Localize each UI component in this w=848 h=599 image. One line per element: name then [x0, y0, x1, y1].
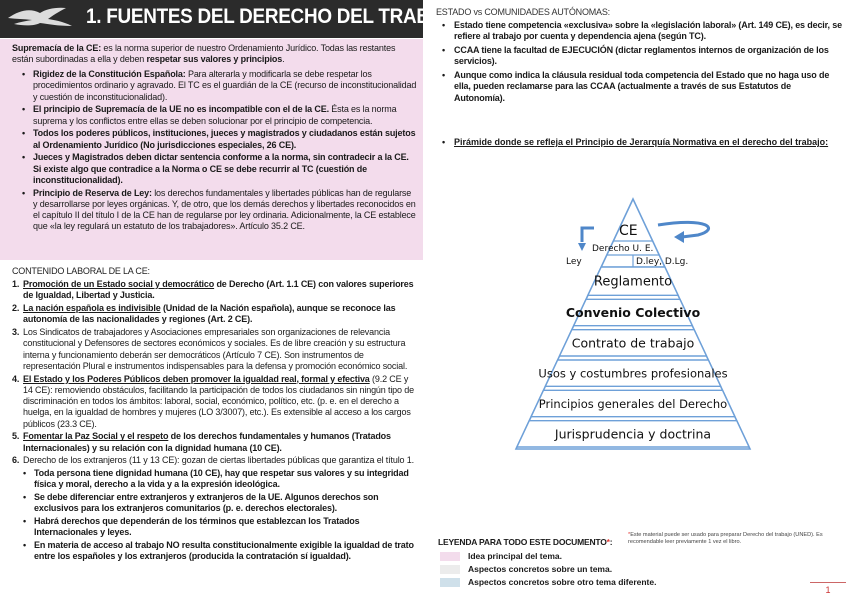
- legend-note-star: *: [628, 532, 631, 538]
- legend-label: Idea principal del tema.: [468, 551, 563, 561]
- item-underlined: El Estado y los Poderes Públicos deben promover la igualdad real, formal y efectiva: [23, 373, 370, 384]
- pyramid-tier-label: Convenio Colectivo: [565, 305, 701, 320]
- tier-ley: Ley: [566, 257, 582, 267]
- principle-bold: El principio de Supremacía de la UE no es incompatible con el de la CE.: [33, 104, 329, 115]
- estado-heading: ESTADO vs COMUNIDADES AUTÓNOMAS:: [436, 7, 610, 17]
- principle-text: Ésta es la norma suprema y los conflictos entre ellas se deben solucionar por el principio de competencia.: [33, 104, 397, 126]
- tier-ce: CE: [619, 223, 638, 239]
- item-text: de los derechos fundamentales y humanos (Tratados Internacionales) y su relación con la dignidad humana (10 CE).: [23, 431, 391, 453]
- item-text: (Unidad de la Nación española), aunque se reconoce las autonomía de las nacionalidades y regiones (Art. 2 CE).: [23, 302, 396, 325]
- principle-text: Para alterarla y modificarla se debe respetar los procedimientos ordinario y agravado. El TC es el guardián de la CE (recurso de inconstitucionalidad y cuestión de inconstitucionalidad).: [33, 69, 417, 102]
- page-title: 1. FUENTES DEL DERECHO DEL TRABAJO: [86, 5, 468, 28]
- pyramid-tier-label: Reglamento: [593, 274, 673, 290]
- intro-bold: Supremacía de la CE:: [12, 43, 102, 53]
- item-text: Los Sindicatos de trabajadores y Asociaciones empresariales son organizaciones de relevancia constitucional y Defensores de sectores económicos y sociales. Es de libre creación y su estructura interna y funcionamiento deberán ser democráticos (Artículo 7 CE). Son instrumentos de representación Plural e instrumentos indispensables para la defensa y promoción económico social.: [23, 326, 408, 371]
- legend-swatch: [440, 565, 460, 574]
- item-number: 2.: [12, 302, 20, 313]
- legend-label: Aspectos concretos sobre un tema.: [468, 564, 613, 574]
- tier-derecho-ue: Derecho U. E.: [592, 244, 654, 254]
- item-underlined: Promoción de un Estado social y democrático: [23, 279, 215, 289]
- item-number: 4.: [12, 373, 20, 384]
- list-item: [22, 152, 417, 186]
- item-text: de Derecho (Art. 1.1 CE) con valores superiores de Igualdad, Libertad y Justicia.: [23, 279, 414, 301]
- arrow-left-icon: [582, 228, 594, 242]
- list-item: • Estado tiene competencia «exclusiva» sobre la «legislación laboral» (Art. 149 CE), es decir, se refiere al trabajo por cuenta y dependencia ajena (según TC).: [442, 20, 842, 43]
- principle-bold: Principio de Reserva de Ley:: [33, 187, 152, 198]
- item-number: 3.: [12, 326, 20, 337]
- arrow-left-head-icon: [578, 243, 586, 251]
- list-item: • Habrá derechos que dependerán de los términos que establezcan los Tratados Internacionales y leyes.: [23, 516, 420, 539]
- contenido-heading: CONTENIDO LABORAL DE LA CE:: [12, 266, 150, 276]
- estado-list: [442, 20, 842, 107]
- item-text: Derecho de los extranjeros (11 y 13 CE): gozan de ciertas libertades públicas que garantiza el título 1.: [23, 455, 414, 466]
- list-item: [12, 374, 420, 430]
- list-item: [12, 303, 420, 326]
- supremacy-intro: [12, 43, 417, 66]
- pyramid-label: • Pirámide donde se refleja el Principio de Jerarquía Normativa en el derecho del trabajo:: [442, 137, 848, 147]
- item-underlined: Fomentar la Paz Social y el respeto: [23, 431, 169, 442]
- list-item: [12, 327, 420, 372]
- hierarchy-pyramid: [508, 195, 758, 455]
- list-item: [12, 455, 420, 562]
- item-number: 1.: [12, 279, 20, 289]
- pyramid-tier-label: Jurisprudencia y doctrina: [554, 426, 712, 442]
- contenido-list: [12, 279, 420, 564]
- legend-note-text: Este material puede ser usado para preparar Derecho del trabajo (UNED). Es recomendable leer previamente 1 vez el libro.: [628, 532, 823, 545]
- extranjeros-sublist: [23, 468, 420, 563]
- legend-title: [438, 537, 612, 547]
- legend-label: Aspectos concretos sobre otro tema diferente.: [468, 577, 657, 587]
- list-item: • Toda persona tiene dignidad humana (10 CE), hay que respetar sus valores y su integridad física y moral, derecho a la vida y a la expresión ideológica.: [23, 468, 420, 491]
- item-text: (9.2 CE y 14 CE): removiendo obstáculos, facilitando la participación de todos los ciudadanos sin ningún tipo de discriminación en todos los ámbitos: laboral, social, económico, político, etc. (p. e. en el derecho a huelga, en la igualdad de hombres y mujeres (LO 3/3007), etc.). Es extensible al acceso a los cargos públicos (23.3 CE).: [23, 373, 414, 429]
- list-item: [22, 128, 417, 151]
- list-item: • En materia de acceso al trabajo NO resulta constitucionalmente exigible la igualdad de trato entre los españoles y los extranjeros (producida la contratación sí igualdad).: [23, 540, 420, 563]
- list-item: [22, 188, 417, 233]
- item-number: 6.: [12, 455, 20, 466]
- legend-swatch: [440, 578, 460, 587]
- legend-title-text: LEYENDA PARA TODO ESTE DOCUMENTO: [438, 537, 607, 547]
- legend-star: *: [606, 537, 610, 547]
- principle-bold: Jueces y Magistrados deben dictar sentencia conforme a la norma, sin contradecir a la CE. Si existe algo que contradice a la Norma o CE se debe recurrir al TC (cuestión de inconstitucionalidad).: [33, 152, 409, 185]
- pyramid-tier-label: Principios generales del Derecho: [538, 397, 728, 411]
- item-underlined: La nación española es indivisible: [23, 302, 161, 313]
- intro-text: es la norma superior de nuestro Ordenamiento Jurídico. Todas las restantes están subordinadas a ella y deben: [12, 43, 396, 65]
- intro-end: .: [282, 54, 285, 65]
- list-item: [22, 104, 417, 127]
- page-number: 1: [810, 582, 846, 595]
- list-item: • Se debe diferenciar entre extranjeros y extranjeros de la UE. Algunos derechos son exclusivos para los extranjeros comunitarios (p. e. derechos electorales).: [23, 492, 420, 515]
- list-item: • CCAA tiene la facultad de EJECUCIÓN (dictar reglamentos internos de organización de los servicios).: [442, 45, 842, 68]
- title-bar: [0, 0, 468, 38]
- tier-dley: D.ley, D.Lg.: [636, 257, 689, 267]
- principles-list: [22, 69, 417, 234]
- principle-bold: Todos los poderes públicos, instituciones, jueces y magistrados y ciudadanos están sujetos al Ordenamiento Jurídico (No jurisdicciones especiales, 26 CE).: [33, 128, 416, 150]
- legend-swatch: [440, 552, 460, 561]
- pyramid-tier-label: Contrato de trabajo: [571, 335, 695, 351]
- list-item: [12, 279, 420, 302]
- list-item: • Aunque como indica la cláusula residual toda competencia del Estado que no haga uso de ella, pueden reclamarse para las CCAA (actualmente a través de sus Estatutos de Autonomía).: [442, 70, 842, 104]
- intro-bold2: respetar sus valores y principios: [146, 54, 283, 65]
- principle-text: los derechos fundamentales y libertades públicas han de regularse y desarrollarse por leyes orgánicas. Y, de otro, que los demás derechos y libertades reconocidos en el capítulo II del título I de la CE han de regularse por ley ordinaria. Adicionalmente, la CE establece que «la ley regulará un estatuto de los trabajadores». Artículo 35.2 CE.: [33, 187, 416, 232]
- list-item: [12, 431, 420, 454]
- legend-note: [628, 532, 846, 546]
- list-item: [22, 69, 417, 103]
- item-number: 5.: [12, 431, 20, 442]
- legend-colon: :: [609, 537, 613, 547]
- arrow-right-head-icon: [674, 231, 684, 243]
- bird-logo-icon: [6, 4, 76, 34]
- pyramid-tier-label: Usos y costumbres profesionales: [538, 366, 728, 381]
- principle-bold: Rigidez de la Constitución Española:: [33, 69, 186, 79]
